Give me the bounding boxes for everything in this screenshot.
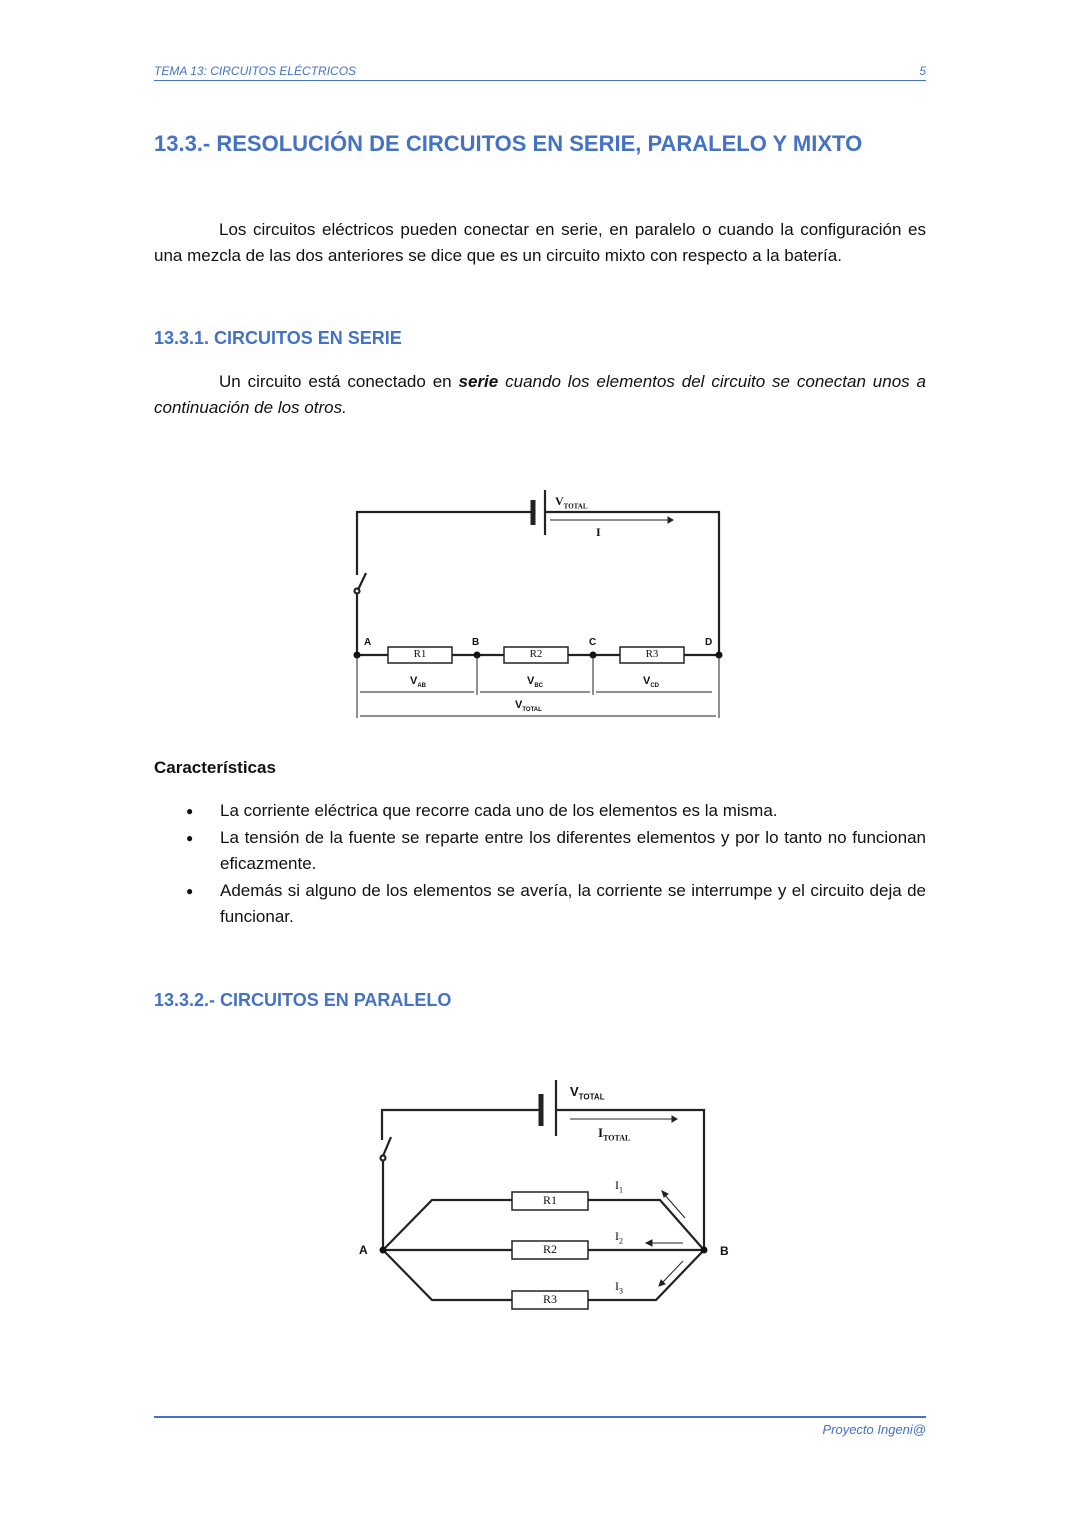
footer-text: Proyecto Ingeni@ — [822, 1422, 926, 1437]
list-item: ● La tensión de la fuente se reparte entre los diferentes elementos y por lo tanto no funcionan eficazmente. — [154, 825, 926, 877]
r3-label: R3 — [645, 648, 659, 660]
r3-label: R3 — [542, 1292, 557, 1306]
i2-label: $I_2$ — [615, 1229, 623, 1246]
section-title: 13.3.- RESOLUCIÓN DE CIRCUITOS EN SERIE, PARALELO Y MIXTO — [154, 131, 863, 156]
serie-heading: 13.3.1. CIRCUITOS EN SERIE — [154, 328, 402, 348]
i3-label: $I_3$ — [615, 1279, 623, 1296]
series-current-label: I — [596, 525, 601, 539]
series-vtotal-label: $V_{TOTAL}$ — [555, 494, 588, 511]
vcd-label: $V_{CD}$ — [643, 675, 660, 690]
node-b: B — [472, 637, 480, 648]
list-item: ● La corriente eléctrica que recorre cada uno de los elementos es la misma. — [154, 798, 926, 824]
page-number: 5 — [919, 64, 926, 78]
vab-label: $V_{AB}$ — [410, 675, 427, 690]
r1-label: R1 — [542, 1193, 557, 1207]
i1-label: $I_1$ — [615, 1178, 623, 1195]
node-b: B — [720, 1244, 729, 1258]
footer-rule — [154, 1416, 926, 1418]
features-title: Características — [154, 758, 276, 777]
switch-icon — [383, 1137, 391, 1156]
itotal-label: $I_{TOTAL}$ — [598, 1125, 631, 1143]
serie-text-b: cuando los elementos del circuito se conectan unos a continuación de los otros. — [154, 372, 927, 417]
node-d: D — [705, 637, 713, 648]
r2-label: R2 — [542, 1242, 557, 1256]
serie-text-bold: serie — [458, 372, 499, 391]
vtotal-bottom-label: $V_{TOTAL}$ — [515, 699, 542, 714]
list-item: ● Además si alguno de los elementos se avería, la corriente se interrumpe y el circuito deja de funcionar. — [154, 878, 926, 930]
node-a: A — [359, 1243, 368, 1257]
paralelo-heading: 13.3.2.- CIRCUITOS EN PARALELO — [154, 990, 452, 1010]
header-title: TEMA 13: CIRCUITOS ELÉCTRICOS — [154, 64, 357, 78]
r2-label: R2 — [529, 648, 543, 660]
node-c: C — [589, 637, 597, 648]
node-a: A — [364, 637, 372, 648]
r1-label: R1 — [413, 648, 427, 660]
serie-text-a: Un circuito está conectado en — [219, 372, 459, 391]
parallel-vtotal-label: $V_{TOTAL}$ — [570, 1084, 605, 1102]
vbc-label: $V_{BC}$ — [527, 675, 544, 690]
intro-paragraph: Los circuitos eléctricos pueden conectar en serie, en paralelo o cuando la configuración es una mezcla de las dos anteriores se dice que es un circuito mixto con respecto a la batería. — [154, 220, 926, 265]
features-list — [154, 798, 926, 931]
